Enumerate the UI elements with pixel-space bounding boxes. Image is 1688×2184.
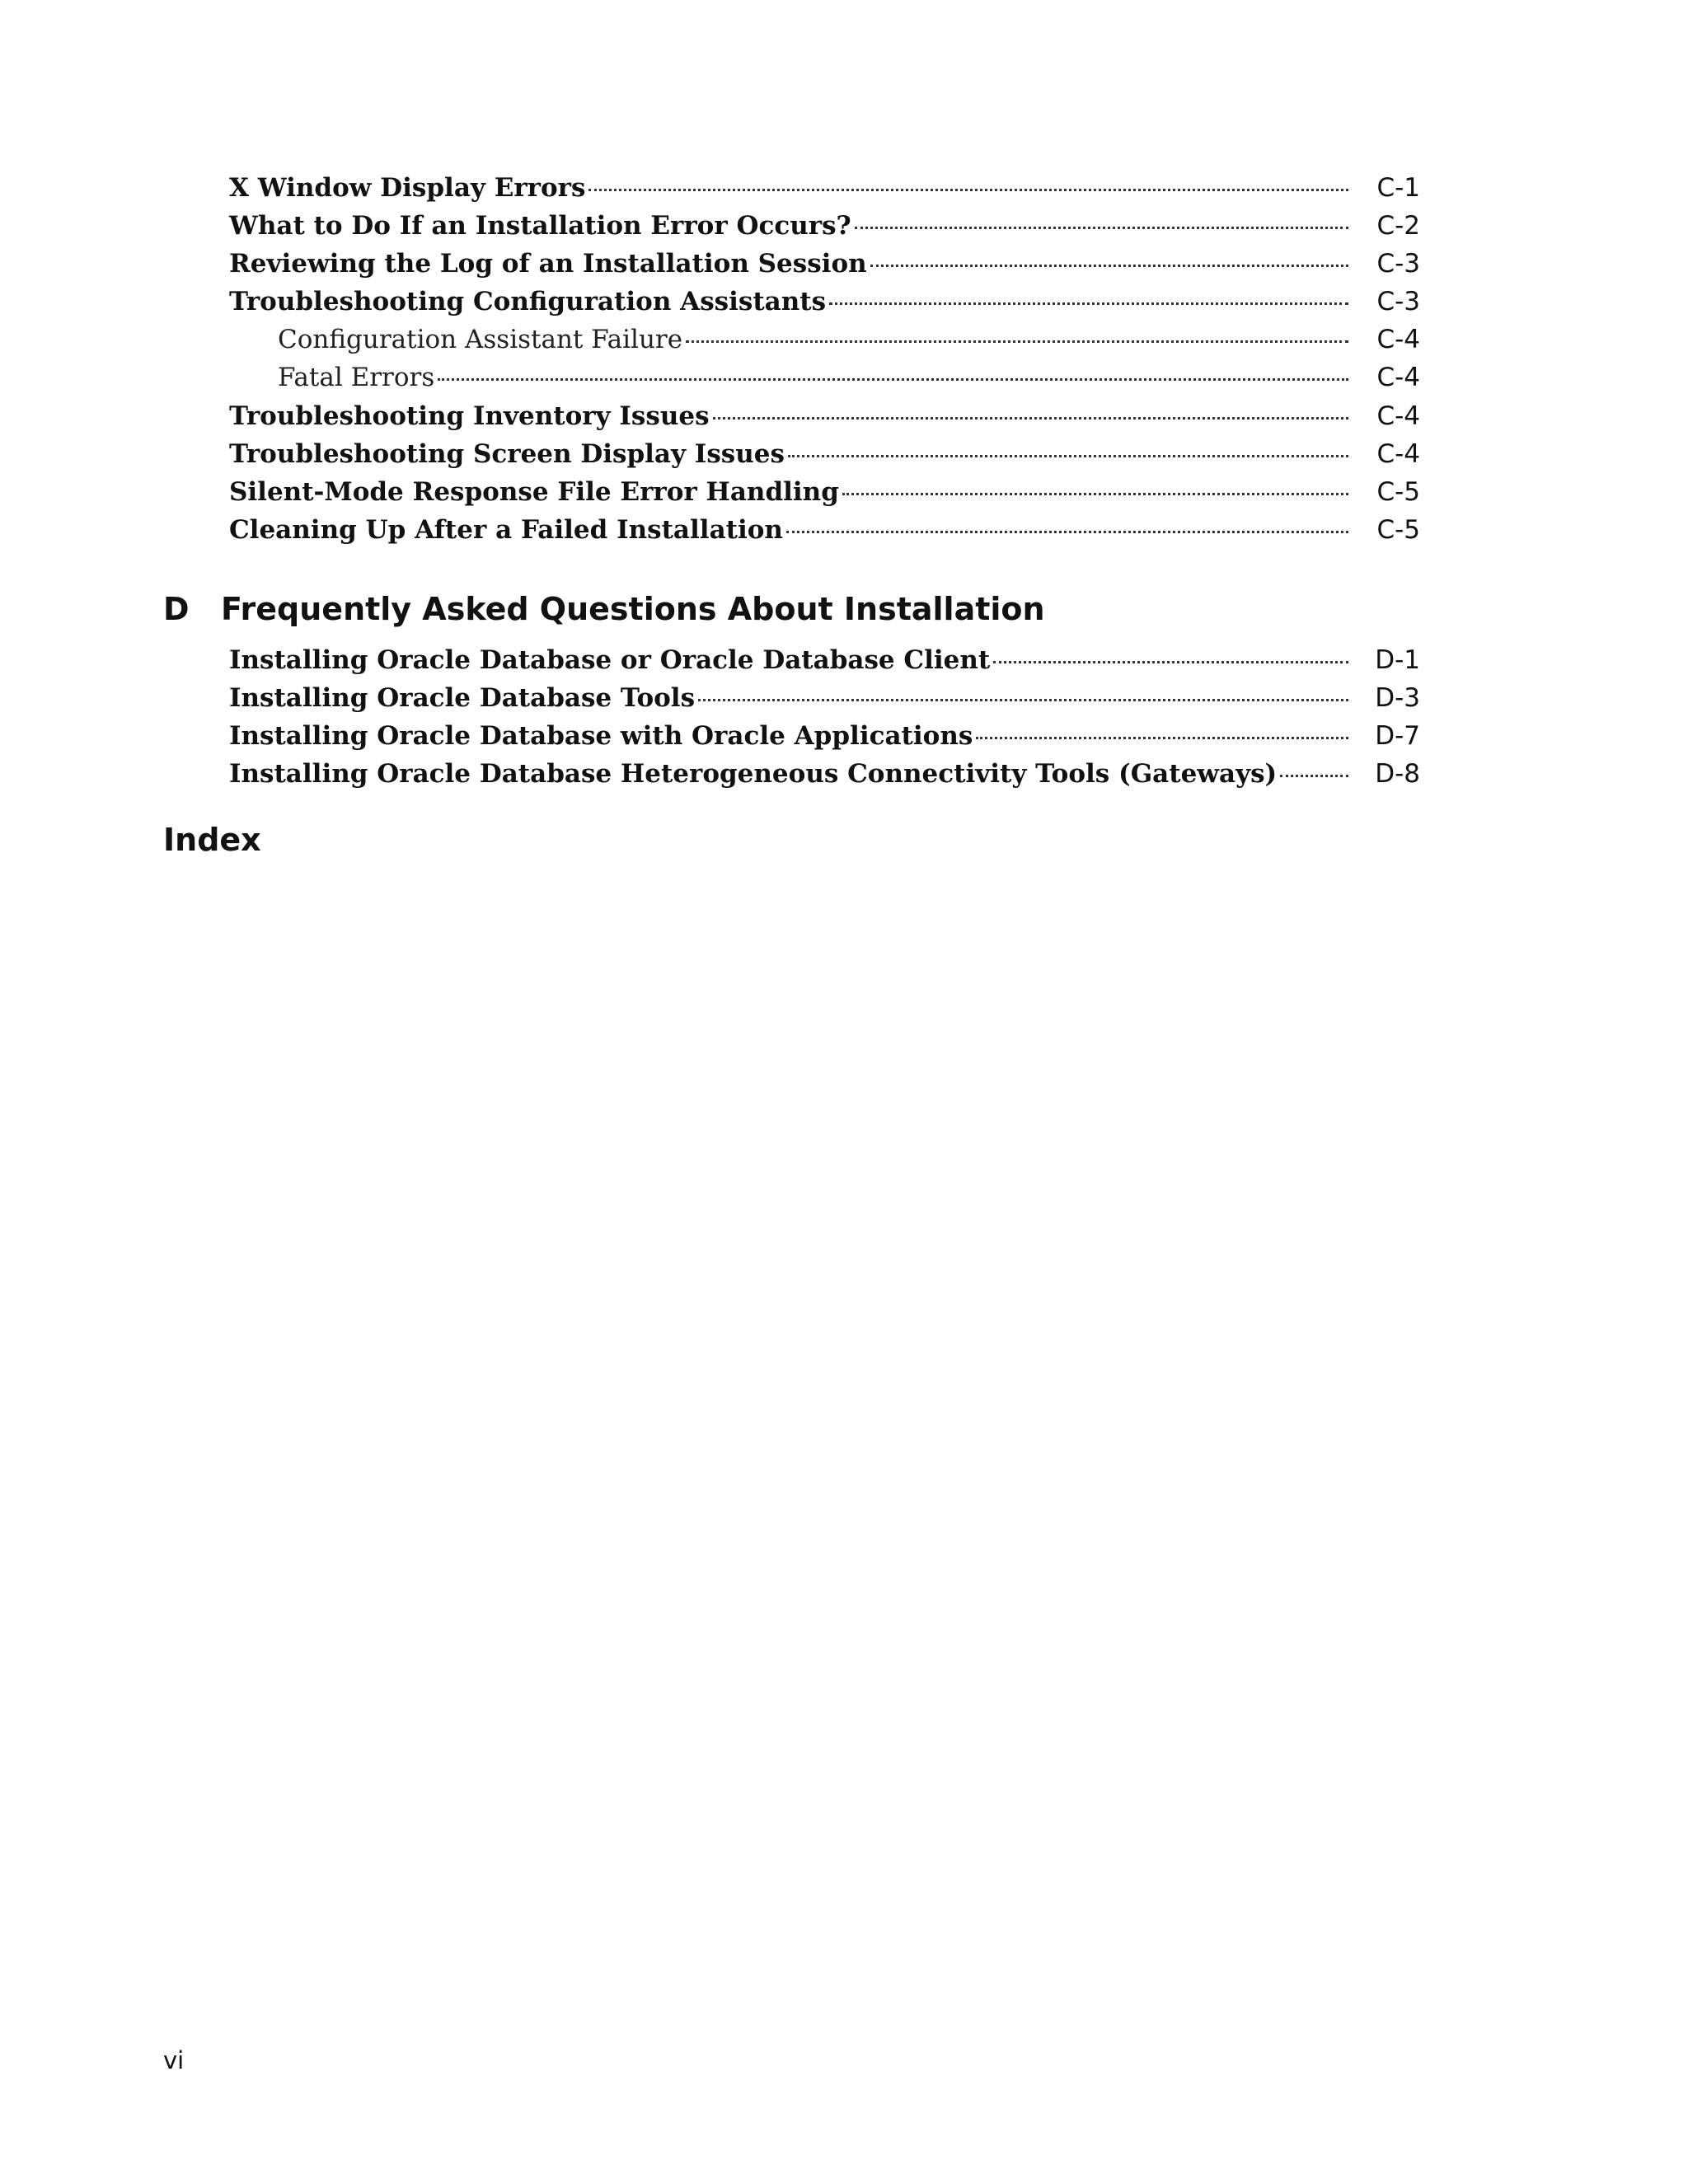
toc-entry[interactable] (229, 474, 1420, 510)
toc-entry-page: C-4 (1376, 325, 1420, 354)
dot-leader (698, 699, 1348, 701)
toc-entry-title: Configuration Assistant Failure (278, 325, 683, 354)
toc-entry-title: Reviewing the Log of an Installation Session (229, 249, 867, 279)
toc-entry-page: C-5 (1376, 477, 1420, 507)
toc-entry-page: C-4 (1376, 439, 1420, 469)
dot-leader (686, 340, 1348, 343)
toc-entry-page: C-2 (1376, 211, 1420, 241)
toc-entry-page: D-3 (1375, 683, 1420, 713)
toc-entry-page: D-7 (1375, 721, 1420, 751)
toc-entry[interactable] (229, 436, 1420, 472)
toc-entry[interactable] (229, 512, 1420, 548)
toc-entry-title: Installing Oracle Database or Oracle Database Client (229, 645, 991, 675)
toc-entry-title: Cleaning Up After a Failed Installation (229, 515, 783, 545)
toc-entry[interactable] (229, 718, 1420, 754)
toc-entry-title: Installing Oracle Database Heterogeneous Connectivity Tools (Gateways) (229, 759, 1278, 789)
dot-leader (588, 189, 1348, 191)
dot-leader (438, 378, 1348, 381)
toc-entry-page: C-4 (1376, 363, 1420, 392)
toc-entry-page: D-8 (1375, 759, 1420, 789)
dot-leader (713, 417, 1348, 419)
dot-leader (829, 302, 1348, 305)
toc-entry-page: C-1 (1376, 173, 1420, 203)
toc-entry[interactable] (229, 680, 1420, 716)
toc-entry[interactable] (229, 246, 1420, 282)
appendix-title: Frequently Asked Questions About Installation (221, 591, 1045, 627)
dot-leader (786, 531, 1348, 533)
toc-entry[interactable] (229, 642, 1420, 678)
toc-entry-title: What to Do If an Installation Error Occurs? (229, 211, 851, 241)
toc-entry[interactable] (229, 208, 1420, 244)
toc-entry-title: Installing Oracle Database Tools (229, 683, 696, 713)
dot-leader (870, 265, 1348, 267)
toc-entry[interactable] (229, 170, 1420, 206)
dot-leader (855, 227, 1348, 229)
toc-entry[interactable] (229, 756, 1420, 792)
toc-entry-title: Installing Oracle Database with Oracle Applications (229, 721, 973, 751)
toc-subentry[interactable] (278, 321, 1420, 358)
dot-leader (788, 455, 1348, 457)
toc-entry-page: C-4 (1376, 401, 1420, 431)
toc-entry-title: Troubleshooting Configuration Assistants (229, 287, 827, 316)
toc-entry-page: D-1 (1375, 645, 1420, 675)
toc-entry[interactable] (229, 284, 1420, 320)
appendix-d-heading[interactable] (163, 588, 1400, 630)
page-number: vi (163, 2046, 185, 2074)
index-heading[interactable]: Index (163, 822, 261, 858)
dot-leader (976, 737, 1348, 739)
toc-entry-title: Fatal Errors (278, 363, 435, 392)
appendix-letter: D (163, 591, 190, 627)
toc-subentry[interactable] (278, 359, 1420, 396)
toc-entry-title: X Window Display Errors (229, 173, 586, 203)
dot-leader (1280, 775, 1348, 777)
toc-entry-page: C-3 (1376, 287, 1420, 316)
toc-entry-title: Silent-Mode Response File Error Handling (229, 477, 839, 507)
dot-leader (842, 493, 1348, 495)
toc-entry[interactable] (229, 398, 1420, 434)
toc-entry-title: Troubleshooting Screen Display Issues (229, 439, 785, 469)
dot-leader (993, 661, 1348, 663)
toc-entry-page: C-5 (1376, 515, 1420, 545)
toc-entry-page: C-3 (1376, 249, 1420, 279)
toc-entry-title: Troubleshooting Inventory Issues (229, 401, 710, 431)
